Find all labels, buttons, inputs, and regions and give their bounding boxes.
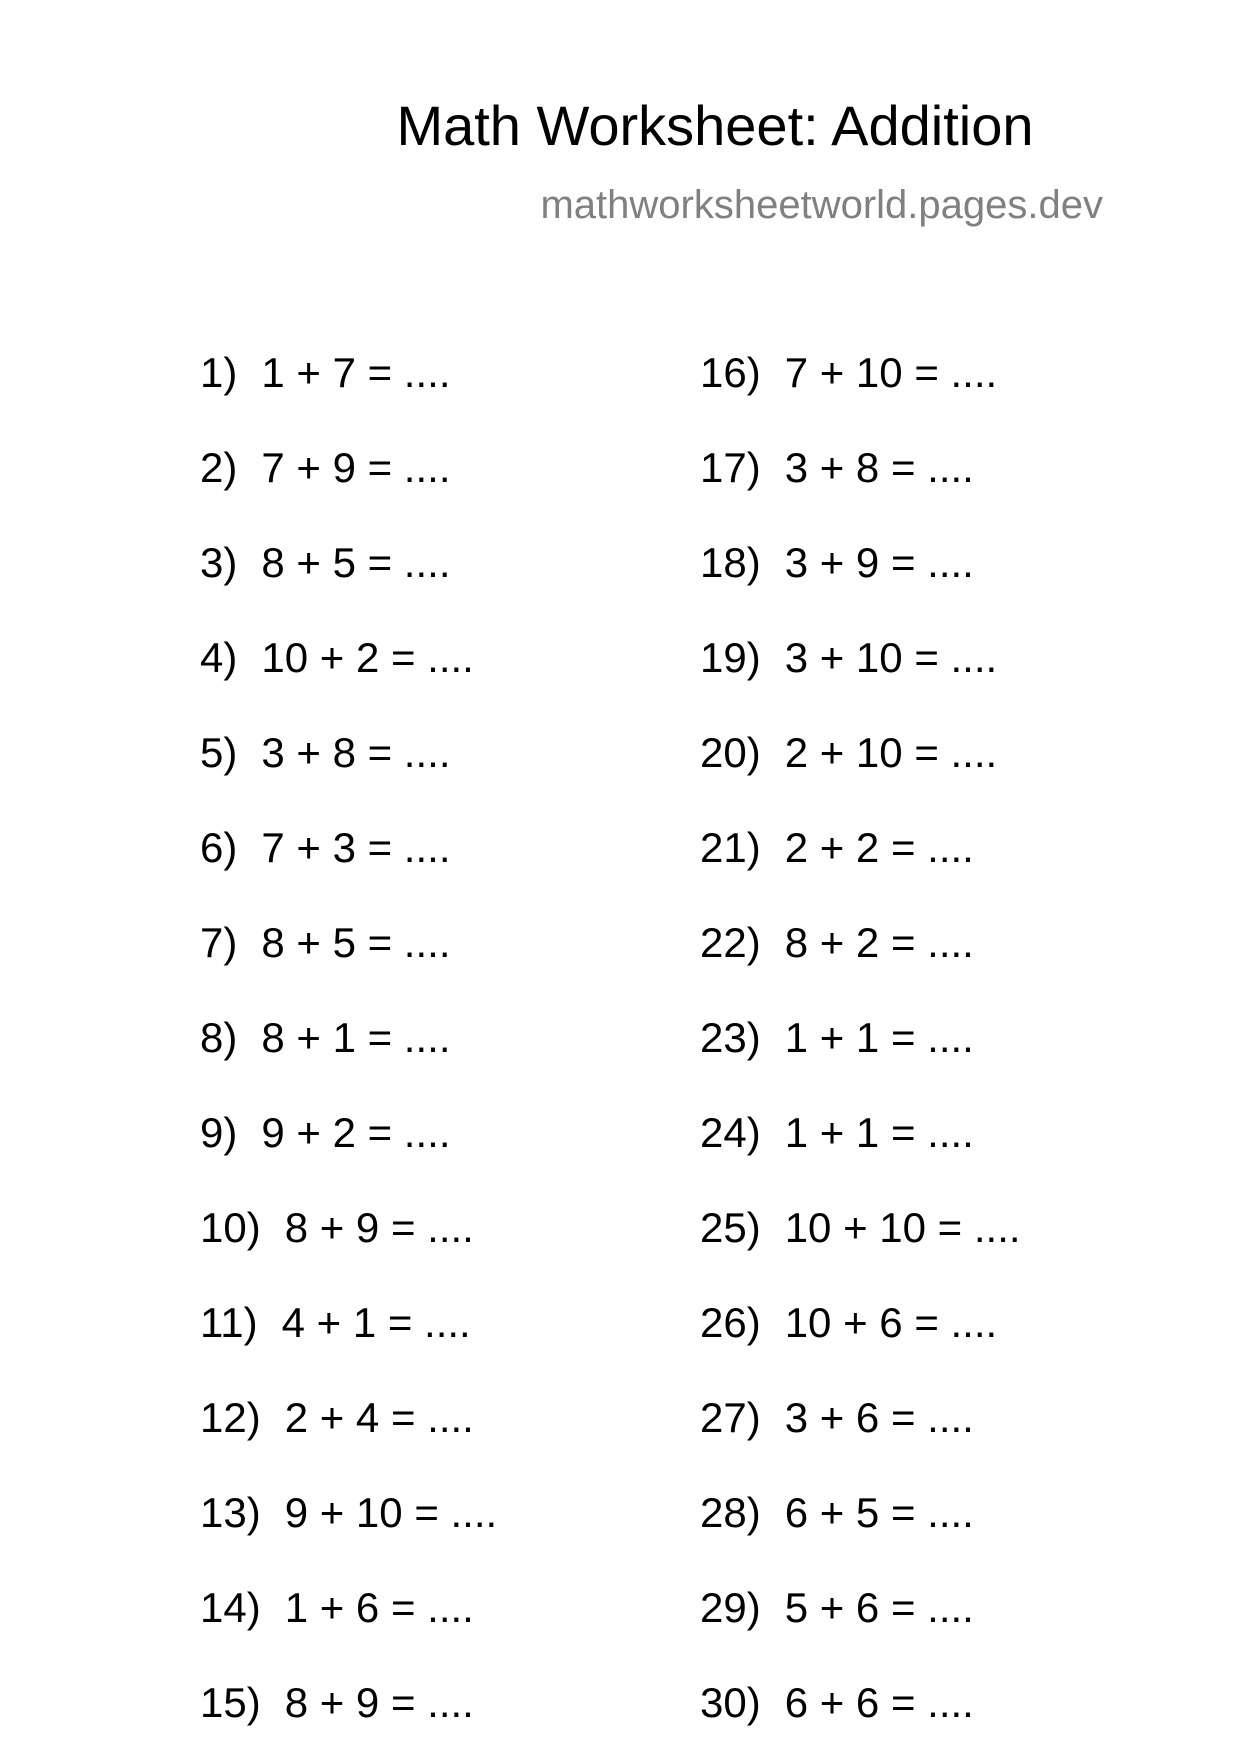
problem-item [700,349,998,396]
problem-expression: 7 + 3 = .... [261,824,451,871]
problem-expression: 1 + 1 = .... [784,1014,974,1061]
problem-expression: 6 + 5 = .... [784,1489,974,1536]
problem-item [700,1394,974,1441]
problem-number: 21) [700,824,761,871]
problem-number: 24) [700,1109,761,1156]
problem-item [200,349,451,396]
problem-expression: 10 + 10 = .... [784,1204,1021,1251]
problem-expression: 3 + 8 = .... [784,444,974,491]
problem-item [700,1204,1021,1251]
problem-number: 23) [700,1014,761,1061]
problem-item [200,1204,474,1251]
problem-number: 19) [700,634,761,681]
problem-item [700,539,974,586]
problem-number: 2) [200,444,238,491]
problem-expression: 9 + 10 = .... [284,1489,498,1536]
problem-expression: 2 + 2 = .... [784,824,974,871]
problem-number: 16) [700,349,761,396]
problem-expression: 3 + 6 = .... [784,1394,974,1441]
problem-item [200,919,451,966]
problem-expression: 10 + 2 = .... [261,634,474,681]
problem-item [200,1109,451,1156]
problem-item [200,1299,471,1346]
problem-number: 30) [700,1679,761,1726]
problem-number: 7) [200,919,238,966]
problem-item [200,1489,498,1536]
problem-expression: 1 + 6 = .... [284,1584,474,1631]
problem-number: 25) [700,1204,761,1251]
problem-item [200,1584,474,1631]
problem-item [700,1109,974,1156]
problem-expression: 8 + 5 = .... [261,539,451,586]
problem-number: 14) [200,1584,261,1631]
worksheet-subtitle: mathworksheetworld.pages.dev [540,183,1103,227]
problem-number: 15) [200,1679,261,1726]
problem-number: 10) [200,1204,261,1251]
problem-number: 26) [700,1299,761,1346]
problem-expression: 1 + 7 = .... [261,349,451,396]
problem-expression: 3 + 8 = .... [261,729,451,776]
problem-expression: 3 + 9 = .... [784,539,974,586]
problem-expression: 4 + 1 = .... [281,1299,471,1346]
problem-number: 3) [200,539,238,586]
problem-item [200,1014,451,1061]
problem-expression: 8 + 9 = .... [284,1679,474,1726]
problem-number: 28) [700,1489,761,1536]
problem-item [700,1679,974,1726]
problem-number: 6) [200,824,238,871]
problem-item [700,919,974,966]
problem-number: 4) [200,634,238,681]
problem-expression: 2 + 10 = .... [784,729,998,776]
problem-item [200,1394,474,1441]
problem-expression: 10 + 6 = .... [784,1299,998,1346]
problem-number: 9) [200,1109,238,1156]
problem-number: 29) [700,1584,761,1631]
problem-expression: 2 + 4 = .... [284,1394,474,1441]
problem-number: 8) [200,1014,238,1061]
problem-item [700,634,998,681]
problem-item [700,444,974,491]
problem-number: 11) [200,1299,258,1346]
problem-expression: 6 + 6 = .... [784,1679,974,1726]
problem-expression: 8 + 5 = .... [261,919,451,966]
problem-expression: 9 + 2 = .... [261,1109,451,1156]
problem-expression: 8 + 9 = .... [284,1204,474,1251]
problem-item [200,729,451,776]
problem-number: 17) [700,444,761,491]
problem-item [700,1489,974,1536]
problem-item [700,729,998,776]
problem-item [700,1299,998,1346]
problem-item [200,1679,474,1726]
problem-number: 22) [700,919,761,966]
problem-item [700,824,974,871]
problem-expression: 1 + 1 = .... [784,1109,974,1156]
problem-expression: 8 + 2 = .... [784,919,974,966]
problem-expression: 5 + 6 = .... [784,1584,974,1631]
problem-number: 18) [700,539,761,586]
problem-expression: 7 + 9 = .... [261,444,451,491]
problem-item [200,444,451,491]
problem-item [700,1584,974,1631]
problem-item [700,1014,974,1061]
problem-expression: 7 + 10 = .... [784,349,998,396]
problem-item [200,824,451,871]
problem-expression: 8 + 1 = .... [261,1014,451,1061]
problem-number: 1) [200,349,238,396]
problem-number: 20) [700,729,761,776]
worksheet-title: Math Worksheet: Addition [396,94,1034,157]
problem-expression: 3 + 10 = .... [784,634,998,681]
problem-number: 13) [200,1489,261,1536]
problem-number: 27) [700,1394,761,1441]
problem-item [200,539,451,586]
problem-number: 5) [200,729,238,776]
problem-item [200,634,474,681]
problem-number: 12) [200,1394,261,1441]
